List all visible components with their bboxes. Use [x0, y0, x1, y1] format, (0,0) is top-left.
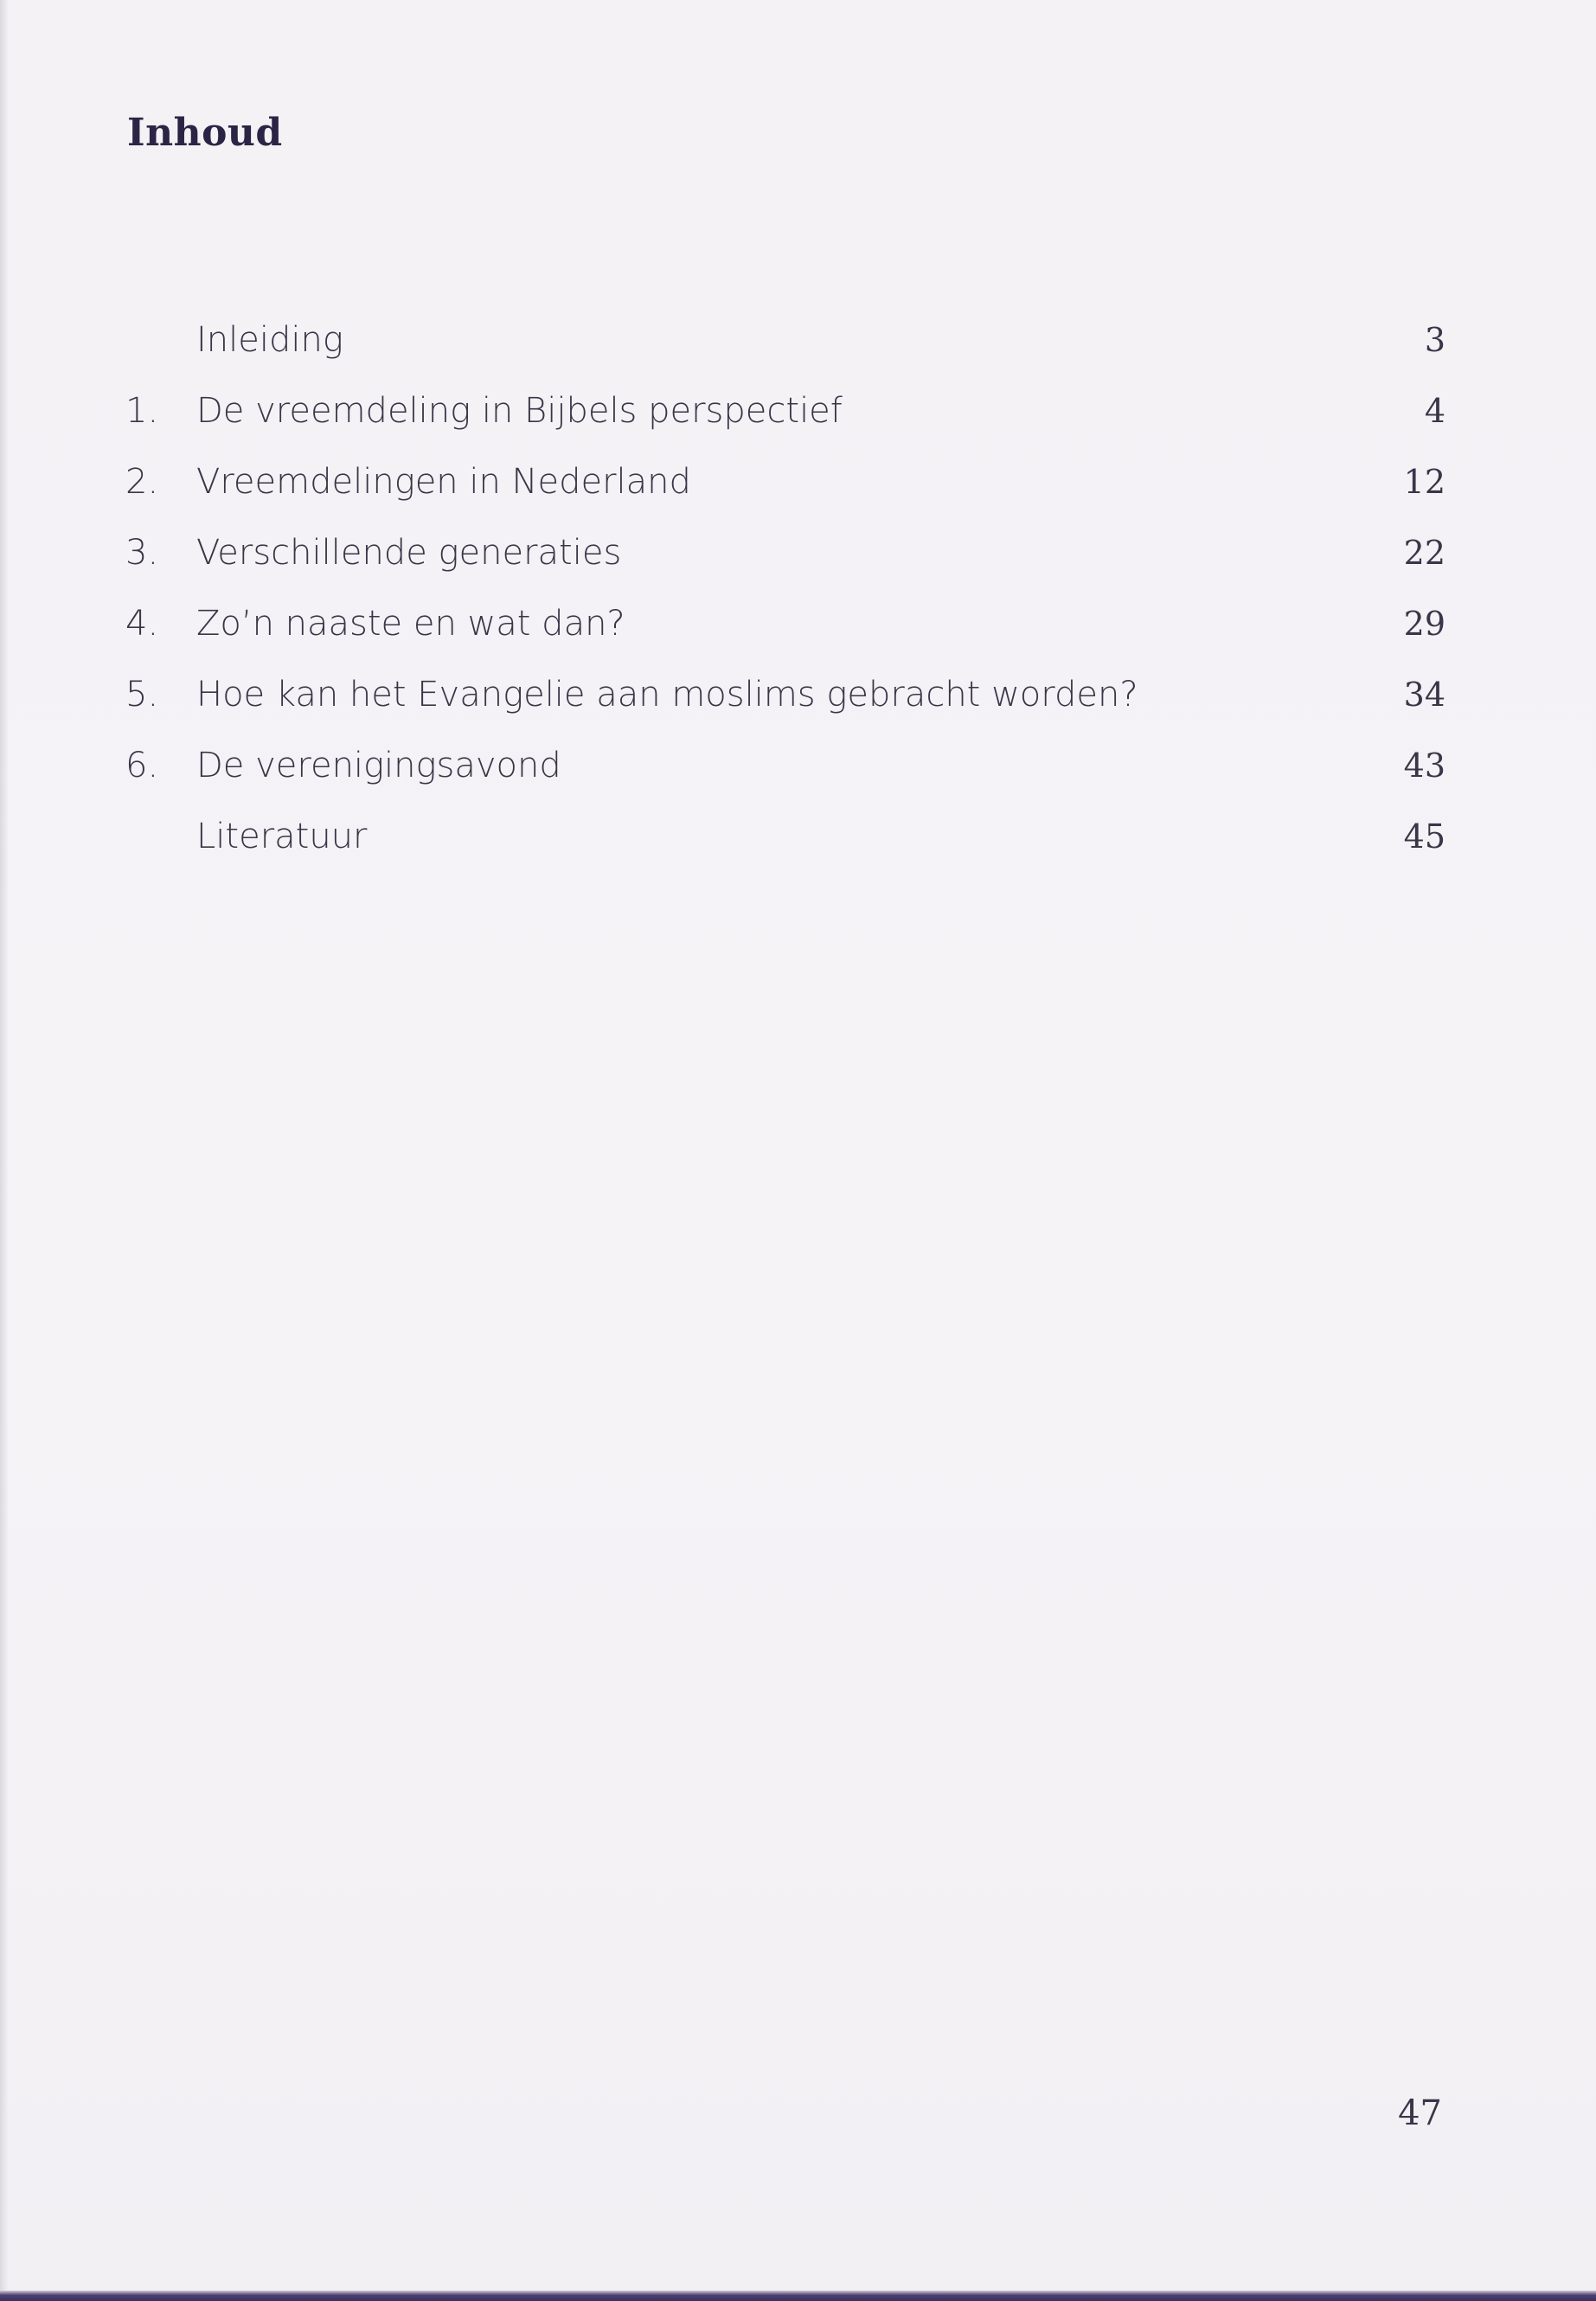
- toc-entry-title: De verenigingsavond: [196, 746, 561, 785]
- toc-entry-number: 3.: [125, 533, 159, 573]
- toc-entry-introduction: [0, 304, 1596, 375]
- toc-entry-chapter-1: [0, 375, 1596, 446]
- toc-entry-number: 5.: [125, 675, 159, 715]
- toc-entry-chapter-5: [0, 659, 1596, 730]
- toc-entry-page: 4: [1424, 392, 1445, 430]
- toc-entry-literature: [0, 801, 1596, 872]
- toc-entry-number: 6.: [125, 746, 159, 785]
- toc-entry-title: Hoe kan het Evangelie aan moslims gebracht worden?: [196, 675, 1138, 715]
- toc-entry-title: Verschillende generaties: [196, 533, 622, 573]
- toc-entry-title: Zo’n naaste en wat dan?: [196, 604, 625, 644]
- toc-entry-page: 3: [1424, 321, 1445, 359]
- toc-entry-number: 1.: [125, 391, 159, 431]
- toc-entry-page: 43: [1403, 747, 1445, 785]
- toc-entry-number: 4.: [125, 604, 159, 644]
- toc-entry-chapter-4: [0, 588, 1596, 659]
- page-number: 47: [1398, 2093, 1442, 2133]
- toc-entry-title: Inleiding: [196, 320, 343, 360]
- toc-entry-chapter-2: [0, 446, 1596, 517]
- toc-entry-chapter-6: [0, 730, 1596, 801]
- page-bottom-edge: [0, 2291, 1596, 2301]
- toc-entry-title: Literatuur: [196, 817, 368, 856]
- toc-entry-page: 34: [1403, 676, 1445, 714]
- toc-entry-page: 29: [1403, 605, 1445, 643]
- toc-entry-number: 2.: [125, 462, 159, 502]
- page-title: Inhoud: [127, 111, 283, 155]
- toc-entry-page: 22: [1403, 534, 1445, 572]
- toc-entry-page: 45: [1403, 817, 1445, 856]
- toc-entry-title: De vreemdeling in Bijbels perspectief: [196, 391, 843, 431]
- toc-entry-chapter-3: [0, 517, 1596, 588]
- toc-entry-page: 12: [1403, 463, 1445, 501]
- toc-entry-title: Vreemdelingen in Nederland: [196, 462, 691, 502]
